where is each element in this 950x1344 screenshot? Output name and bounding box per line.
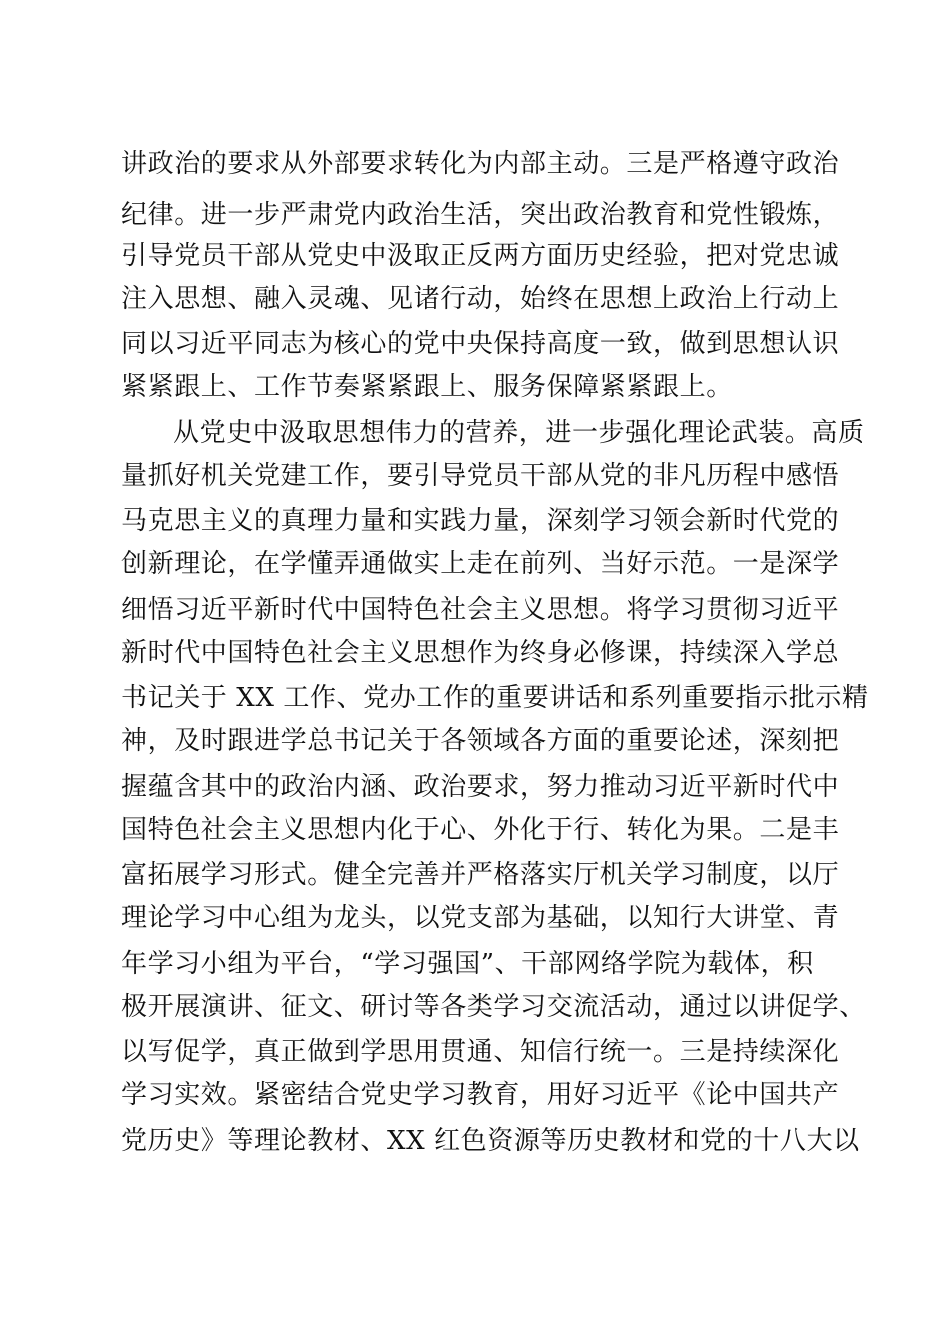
paragraph-line-20: 极开展演讲、征文、研讨等各类学习交流活动，通过以讲促学、 <box>121 992 866 1022</box>
paragraph-line-9: 马克思主义的真理力量和实践力量，深刻学习领会新时代党的 <box>121 506 840 536</box>
paragraph-line-23: 党历史》等理论教材、XX 红色资源等历史教材和党的十八大以 <box>121 1126 860 1156</box>
paragraph-line-6: 紧紧跟上、工作节奏紧紧跟上、服务保障紧紧跟上。 <box>121 372 733 402</box>
paragraph-line-7: 从党史中汲取思想伟力的营养，进一步强化理论武装。高质 <box>173 418 865 448</box>
paragraph-line-13: 书记关于 XX 工作、党办工作的重要讲话和系列重要指示批示精 <box>121 683 869 713</box>
paragraph-line-17: 富拓展学习形式。健全完善并严格落实厅机关学习制度，以厅 <box>121 860 840 890</box>
paragraph-line-4: 注入思想、融入灵魂、见诸行动，始终在思想上政治上行动上 <box>121 284 840 314</box>
paragraph-line-15: 握蕴含其中的政治内涵、政治要求，努力推动习近平新时代中 <box>121 772 840 802</box>
paragraph-line-19: 年学习小组为平台，“学习强国”、干部网络学院为载体，积 <box>121 949 814 979</box>
paragraph-line-2: 纪律。进一步严肃党内政治生活，突出政治教育和党性锻炼， <box>121 200 840 230</box>
paragraph-line-14: 神，及时跟进学总书记关于各领域各方面的重要论述，深刻把 <box>121 726 840 756</box>
paragraph-line-1: 讲政治的要求从外部要求转化为内部主动。三是严格遵守政治 <box>121 149 840 179</box>
paragraph-line-18: 理论学习中心组为龙头，以党支部为基础，以知行大讲堂、青 <box>121 903 840 933</box>
paragraph-line-5: 同以习近平同志为核心的党中央保持高度一致，做到思想认识 <box>121 329 840 359</box>
paragraph-line-10: 创新理论，在学懂弄通做实上走在前列、当好示范。一是深学 <box>121 549 840 579</box>
paragraph-line-12: 新时代中国特色社会主义思想作为终身必修课，持续深入学总 <box>121 638 840 668</box>
paragraph-line-8: 量抓好机关党建工作，要引导党员干部从党的非凡历程中感悟 <box>121 461 840 491</box>
paragraph-line-16: 国特色社会主义思想内化于心、外化于行、转化为果。二是丰 <box>121 815 840 845</box>
paragraph-line-21: 以写促学，真正做到学思用贯通、知信行统一。三是持续深化 <box>121 1037 840 1067</box>
paragraph-line-11: 细悟习近平新时代中国特色社会主义思想。将学习贯彻习近平 <box>121 595 840 625</box>
paragraph-line-22: 学习实效。紧密结合党史学习教育，用好习近平《论中国共产 <box>121 1080 840 1110</box>
paragraph-line-3: 引导党员干部从党史中汲取正反两方面历史经验，把对党忠诚 <box>121 241 840 271</box>
